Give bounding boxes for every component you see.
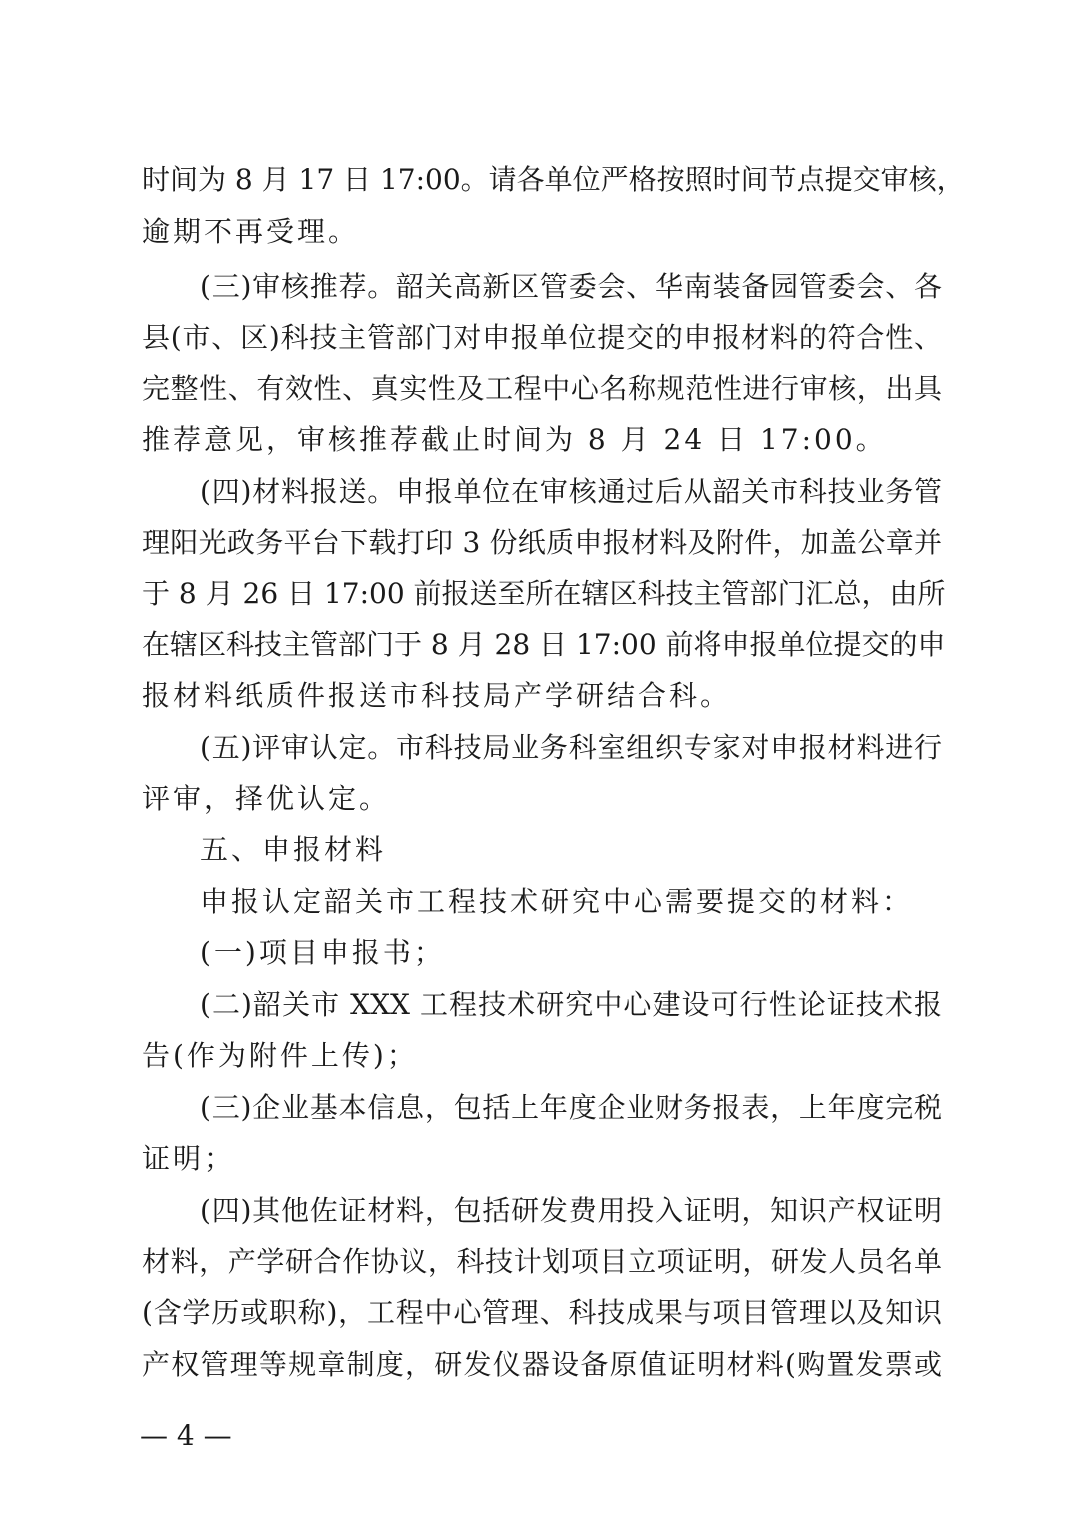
body-text-line: (一)项目申报书； <box>200 936 445 969</box>
body-text-line: (二)韶关市 XXX 工程技术研究中心建设可行性论证技术报 <box>200 988 942 1021</box>
body-text-line: 推荐意见，审核推荐截止时间为 8 月 24 日 17:00。 <box>142 423 887 456</box>
body-text-line: 县(市、区)科技主管部门对申报单位提交的申报材料的符合性、 <box>142 321 942 354</box>
body-text-line: 五、申报材料 <box>200 833 387 866</box>
body-text-line: (三)审核推荐。韶关高新区管委会、华南装备园管委会、各 <box>200 270 942 303</box>
body-text-line: 材料，产学研合作协议，科技计划项目立项证明，研发人员名单 <box>142 1245 942 1278</box>
body-text-line: 于 8 月 26 日 17:00 前报送至所在辖区科技主管部门汇总，由所 <box>142 577 946 610</box>
body-text-line: (三)企业基本信息，包括上年度企业财务报表，上年度完税 <box>200 1091 942 1124</box>
body-text-line: 申报认定韶关市工程技术研究中心需要提交的材料： <box>200 885 914 918</box>
body-text-line: 产权管理等规章制度，研发仪器设备原值证明材料(购置发票或 <box>142 1348 942 1381</box>
body-text-line: 逾期不再受理。 <box>142 215 360 248</box>
body-text-line: (含学历或职称)，工程中心管理、科技成果与项目管理以及知识 <box>142 1296 942 1329</box>
body-text-line: 证明； <box>142 1142 236 1175</box>
body-text-line: 在辖区科技主管部门于 8 月 28 日 17:00 前将申报单位提交的申 <box>142 628 946 661</box>
body-text-line: 告(作为附件上传)； <box>142 1039 418 1072</box>
body-text-line: 报材料纸质件报送市科技局产学研结合科。 <box>142 679 732 712</box>
body-text-line: 完整性、有效性、真实性及工程中心名称规范性进行审核，出具 <box>142 372 942 405</box>
body-text-line: (四)材料报送。申报单位在审核通过后从韶关市科技业务管 <box>200 475 942 508</box>
body-text-line: (四)其他佐证材料，包括研发费用投入证明，知识产权证明 <box>200 1194 942 1227</box>
body-text-line: 评审，择优认定。 <box>142 782 391 815</box>
body-text-line: 时间为 8 月 17 日 17:00。请各单位严格按照时间节点提交审核， <box>142 163 965 196</box>
body-text-line: 理阳光政务平台下载打印 3 份纸质申报材料及附件，加盖公章并 <box>142 526 942 559</box>
body-text-line: (五)评审认定。市科技局业务科室组织专家对申报材料进行 <box>200 731 942 764</box>
page-number: — 4 — <box>140 1419 232 1452</box>
